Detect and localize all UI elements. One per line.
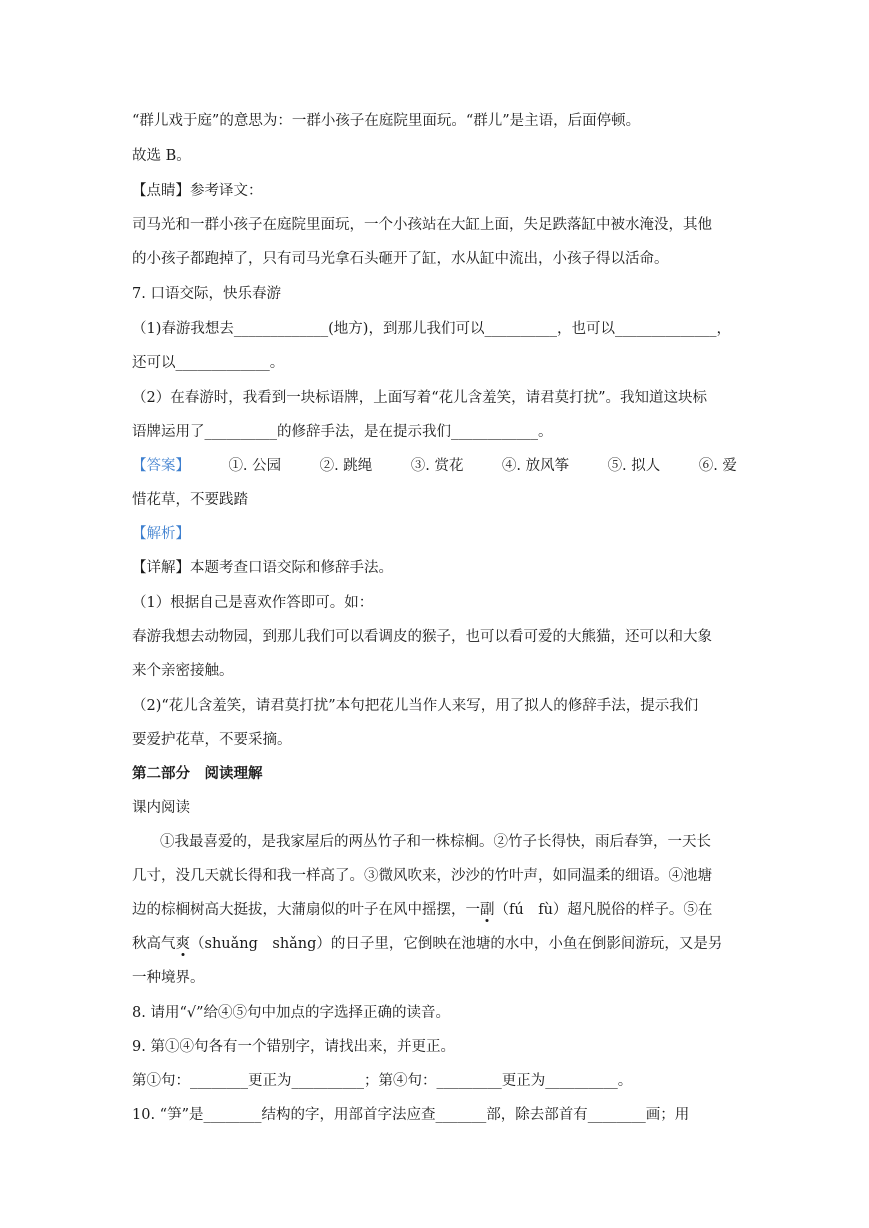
question-9-blanks: 第①句：________更正为__________；第④句：_________更正为__________。: [132, 1073, 633, 1089]
question-7-title: 7. 口语交际，快乐春游: [132, 286, 281, 302]
passage-line: 秋高气爽（shuǎng shǎng）的日子里，它倒映在池塘的水中，小鱼在倒影间游玩，又是另: [132, 936, 723, 952]
question-8: 8. 请用“√”给④⑤句中加点的字选择正确的读音。: [132, 1005, 451, 1021]
text-line: 司马光和一群小孩子在庭院里面玩，一个小孩站在大缸上面，失足跌落缸中被水淹没，其他: [132, 217, 712, 233]
answer-item: ②. 跳绳: [319, 458, 373, 474]
text-line: 语牌运用了__________的修辞手法，是在提示我们____________。: [132, 424, 553, 440]
text-line: 要爱护花草，不要采摘。: [132, 732, 292, 748]
text-line: 的小孩子都跑掉了，只有司马光拿石头砸开了缸，水从缸中流出，小孩子得以活命。: [132, 251, 669, 267]
text-line: （1）根据自己是喜欢作答即可。如：: [132, 595, 374, 611]
question-9: 9. 第①④句各有一个错别字，请找出来，并更正。: [132, 1039, 455, 1055]
text-line: 【详解】本题考查口语交际和修辞手法。: [132, 560, 393, 576]
dotted-char: 副: [480, 902, 495, 918]
question-7-part1: （1)春游我想去_____________(地方)，到那儿我们可以__________，也可以______________，: [132, 321, 731, 337]
text-line: 惜花草，不要践踏: [132, 492, 248, 508]
passage-line: ①我最喜爱的，是我家屋后的两丛竹子和一株棕榈。②竹子长得快，雨后春笋，一天长: [160, 834, 711, 850]
passage-line: 一种境界。: [132, 970, 205, 986]
passage-line: 几寸，没几天就长得和我一样高了。③微风吹来，沙沙的竹叶声，如同温柔的细语。④池塘: [132, 868, 712, 884]
text-line: 课内阅读: [132, 800, 190, 816]
answer-item: ④. 放风筝: [501, 458, 570, 474]
question-10: 10. “笋”是________结构的字，用部首字法应查_______部，除去部首有________画；用: [132, 1107, 690, 1123]
text-line: 故选 B。: [132, 148, 191, 164]
text-line: “群儿戏于庭”的意思为：一群小孩子在庭院里面玩。“群儿”是主语，后面停顿。: [132, 113, 641, 129]
question-7-part2: （2）在春游时，我看到一块标语牌，上面写着“花儿含羞笑，请君莫打扰”。我知道这块标: [132, 390, 708, 406]
answer-item: ⑥. 爱: [698, 458, 737, 474]
text-line: 【点睛】参考译文：: [132, 183, 263, 199]
text-line: 来个亲密接触。: [132, 663, 234, 679]
answer-item: ③. 赏花: [410, 458, 464, 474]
answer-row: [132, 456, 737, 476]
text-line: （2)“花儿含羞笑，请君莫打扰”本句把花儿当作人来写，用了拟人的修辞手法，提示我们: [132, 698, 699, 714]
answer-label: 【答案】: [132, 458, 190, 474]
section-heading: 第二部分 阅读理解: [132, 765, 263, 782]
text-line: 还可以_____________。: [132, 355, 285, 371]
passage-line: 边的棕榈树高大挺拔，大蒲扇似的叶子在风中摇摆，一副（fú fù）超凡脱俗的样子。⑤在: [132, 902, 713, 918]
answer-item: ⑤. 拟人: [607, 458, 661, 474]
text-line: 春游我想去动物园，到那儿我们可以看调皮的猴子，也可以看可爱的大熊猫，还可以和大象: [132, 629, 712, 645]
answer-item: ①. 公园: [228, 458, 282, 474]
dotted-char: 爽: [175, 936, 190, 952]
analysis-label: 【解析】: [132, 526, 190, 542]
